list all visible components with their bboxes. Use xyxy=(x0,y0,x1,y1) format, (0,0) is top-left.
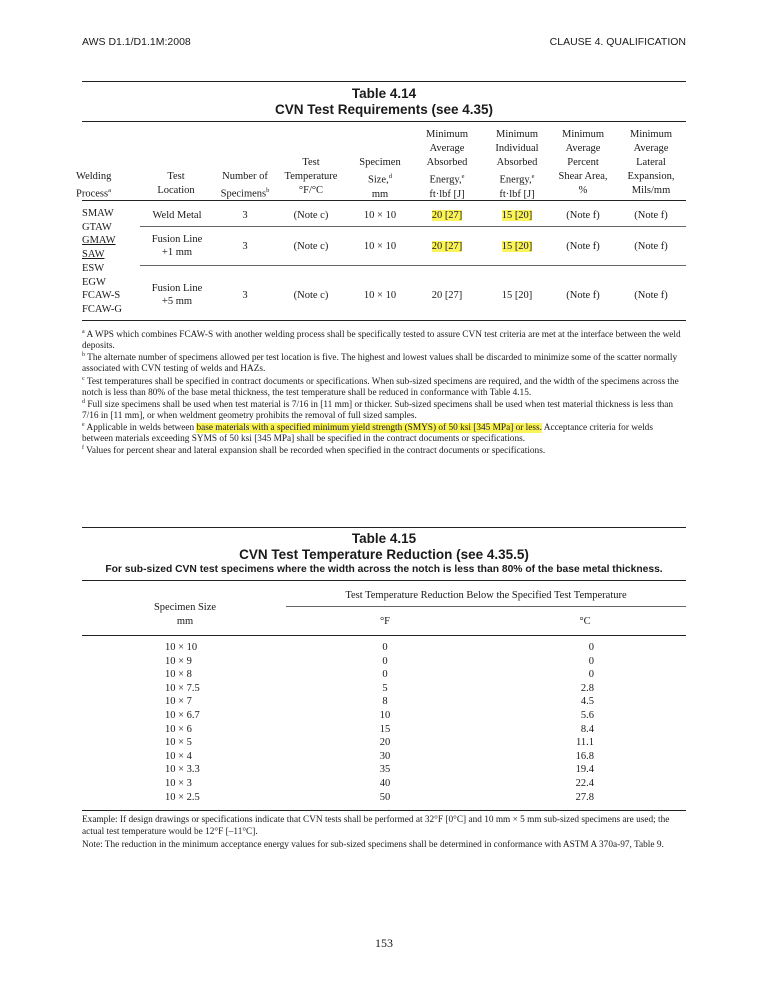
table14-top-rule xyxy=(82,81,686,82)
list-item: 11.1 xyxy=(576,737,594,749)
cell-number: 3 xyxy=(242,241,248,252)
list-item: 10 × 7.5 xyxy=(165,682,200,694)
cell-size: 10 × 10 xyxy=(363,241,397,252)
list-item: 0 xyxy=(588,655,594,667)
footnote-b: $^b$ The alternate number of specimens allowed per test location is five. The highest and lowest values shall be discarded to minimize some of the scatter normally associated with CVN testing of welds and HAZs. xyxy=(82,352,678,375)
table15-title: CVN Test Temperature Reduction (see 4.35.5) xyxy=(239,547,529,562)
list-item: 10 × 10 xyxy=(165,642,198,653)
cell-individual-energy: 15 [20] xyxy=(501,290,533,301)
welding-process-list xyxy=(82,207,122,317)
table15-number: Table 4.15 xyxy=(351,531,417,546)
list-item: 16.8 xyxy=(575,750,594,762)
list-item: 0 xyxy=(382,669,388,681)
col-number-specimens: Number of Specimens$^b$ xyxy=(220,171,270,200)
cell-location: Weld Metal xyxy=(152,210,202,221)
cell-shear: (Note f) xyxy=(566,210,600,221)
group-header-rule xyxy=(286,606,686,607)
cell-shear: (Note f) xyxy=(566,290,600,301)
list-item: 40 xyxy=(379,777,391,789)
cell-lateral: (Note f) xyxy=(634,241,668,252)
list-item: 50 xyxy=(379,791,391,803)
cell-size: 10 × 10 xyxy=(363,290,397,301)
list-item: 20 xyxy=(379,737,391,749)
cell-temp: (Note c) xyxy=(293,210,329,221)
table14-title: CVN Test Requirements (see 4.35) xyxy=(274,102,494,117)
list-item: 10 × 2.5 xyxy=(165,791,200,803)
list-item: 10 × 3 xyxy=(165,777,192,789)
list-item: 5 xyxy=(382,682,388,694)
row-divider xyxy=(140,265,686,266)
col-deg-f: °F xyxy=(379,616,391,627)
cell-number: 3 xyxy=(242,290,248,301)
header-left: AWS D1.1/D1.1M:2008 xyxy=(82,36,191,48)
list-item: 0 xyxy=(382,642,388,653)
list-item: 10 × 6 xyxy=(165,723,192,735)
cell-avg-energy: 20 [27] xyxy=(431,210,463,221)
col-specimen-size: Specimen Size mm xyxy=(153,602,217,627)
list-item: 15 xyxy=(379,723,391,735)
list-item: 10 × 7 xyxy=(165,696,192,708)
table15-top-rule xyxy=(82,527,686,528)
process-item: GTAW xyxy=(82,221,112,233)
table15-subtitle: For sub-sized CVN test specimens where the width across the notch is less than 80% of the base metal thickness. xyxy=(105,564,663,575)
process-item: FCAW-G xyxy=(82,303,122,315)
list-item: 27.8 xyxy=(575,791,594,803)
table15-note: Note: The reduction in the minimum acceptance energy values for sub-sized specimens shall be determined in conformance with ASTM A 370a-97, Table 9. xyxy=(82,840,664,850)
col-shear-area: Minimum Average Percent Shear Area, % xyxy=(558,129,608,196)
col-test-temperature: Test Temperature °F/°C xyxy=(284,157,338,196)
process-item: FCAW-S xyxy=(82,290,121,302)
list-item: 19.4 xyxy=(575,764,594,776)
cell-lateral: (Note f) xyxy=(634,210,668,221)
process-item: EGW xyxy=(82,276,106,288)
table15-example: Example: If design drawings or specifications indicate that CVN tests shall be performed at 32°F [0°C] and 10 mm × 5 mm sub-sized specimens are used; the actual test temperature would be 12°F [–11°C]. xyxy=(82,815,670,837)
list-item: 5.6 xyxy=(580,709,594,721)
list-item: 0 xyxy=(588,669,594,681)
list-item: 22.4 xyxy=(575,777,594,789)
list-item: 10 × 3.3 xyxy=(165,764,200,776)
cell-number: 3 xyxy=(242,210,248,221)
list-item: 8 xyxy=(382,696,388,708)
col-test-location: Test Location xyxy=(157,171,195,196)
list-item: 10 × 6.7 xyxy=(165,709,200,721)
col-lateral-expansion: Minimum Average Lateral Expansion, Mils/mm xyxy=(627,129,675,196)
cell-location: Fusion Line +5 mm xyxy=(151,283,203,307)
cell-individual-energy: 15 [20] xyxy=(501,241,533,252)
specimen-size-list xyxy=(165,641,225,804)
table15-title-rule xyxy=(82,580,686,581)
col-deg-c: °C xyxy=(579,616,591,627)
col-welding-process: Welding Process$^a$ xyxy=(76,171,112,200)
process-item: GMAW xyxy=(82,235,116,247)
footnote-a: $^a$ A WPS which combines FCAW-S with another welding process shall be specifically tested to assure CVN test criteria are met at the interface between the weld deposits. xyxy=(82,329,681,352)
col-group-header: Test Temperature Reduction Below the Specified Test Temperature xyxy=(345,590,627,601)
cell-temp: (Note c) xyxy=(293,290,329,301)
cell-location: Fusion Line +1 mm xyxy=(151,234,203,258)
col-min-individual-energy: Minimum Individual Absorbed Energy,$^e$ ft·lbf [J] xyxy=(495,129,539,200)
table14-bottom-rule xyxy=(82,320,686,321)
list-item: 10 xyxy=(379,709,391,721)
page-number: 153 xyxy=(375,936,393,950)
table14-number: Table 4.14 xyxy=(351,86,417,101)
footnote-e: $^e$ Applicable in welds between base materials with a specified minimum yield strength (SMYS) of 50 ksi [345 MPa] or less. Acceptance criteria for welds between materials exceeding SYMS of 50 ksi [345 MPa] shall be specified in the contract documents or specifications. xyxy=(82,422,653,445)
process-item: ESW xyxy=(82,262,105,274)
list-item: 10 × 9 xyxy=(165,655,192,667)
list-item: 0 xyxy=(588,642,594,653)
process-item: SMAW xyxy=(82,208,114,219)
footnote-d: $^d$ Full size specimens shall be used when test material is 7/16 in [11 mm] or thicker. Sub-sized specimens shall be used when test material thickness is less than 7/16 in [11 mm], or when weldment geometry prohibits the removal of full sized samples. xyxy=(82,399,674,422)
deg-c-list xyxy=(560,641,594,804)
cell-lateral: (Note f) xyxy=(634,290,668,301)
list-item: 8.4 xyxy=(580,723,594,735)
list-item: 10 × 4 xyxy=(165,750,192,762)
table15-header-rule xyxy=(82,635,686,636)
list-item: 35 xyxy=(379,764,391,776)
list-item: 4.5 xyxy=(580,696,594,708)
list-item: 10 × 5 xyxy=(165,737,192,749)
table15-bottom-rule xyxy=(82,810,686,811)
cell-avg-energy: 20 [27] xyxy=(431,290,463,301)
footnote-c: $^c$ Test temperatures shall be specified in contract documents or specifications. When sub-sized specimens are required, and the width of the specimens across the notch is less than 80% of the base metal thickness, the test temperature shall be reduced in conformance with Table 4.15. xyxy=(82,376,679,399)
list-item: 10 × 8 xyxy=(165,669,192,681)
process-item: SAW xyxy=(82,249,105,261)
table14-title-rule xyxy=(82,121,686,122)
list-item: 0 xyxy=(382,655,388,667)
list-item: 2.8 xyxy=(580,682,594,694)
cell-avg-energy: 20 [27] xyxy=(431,241,463,252)
col-min-avg-energy: Minimum Average Absorbed Energy,$^e$ ft·lbf [J] xyxy=(425,129,468,200)
footnote-f: $^f$ Values for percent shear and lateral expansion shall be recorded when specified in the contract documents or specifications. xyxy=(82,445,546,457)
cell-size: 10 × 10 xyxy=(363,210,397,221)
header-right: CLAUSE 4. QUALIFICATION xyxy=(549,36,686,48)
list-item: 30 xyxy=(379,750,391,762)
table14-header-rule xyxy=(82,200,686,201)
deg-f-list xyxy=(370,641,400,804)
cell-shear: (Note f) xyxy=(566,241,600,252)
cell-individual-energy: 15 [20] xyxy=(501,210,533,221)
col-specimen-size: Specimen Size,$^d$ mm xyxy=(359,157,401,200)
cell-temp: (Note c) xyxy=(293,241,329,252)
row-divider xyxy=(140,226,686,227)
